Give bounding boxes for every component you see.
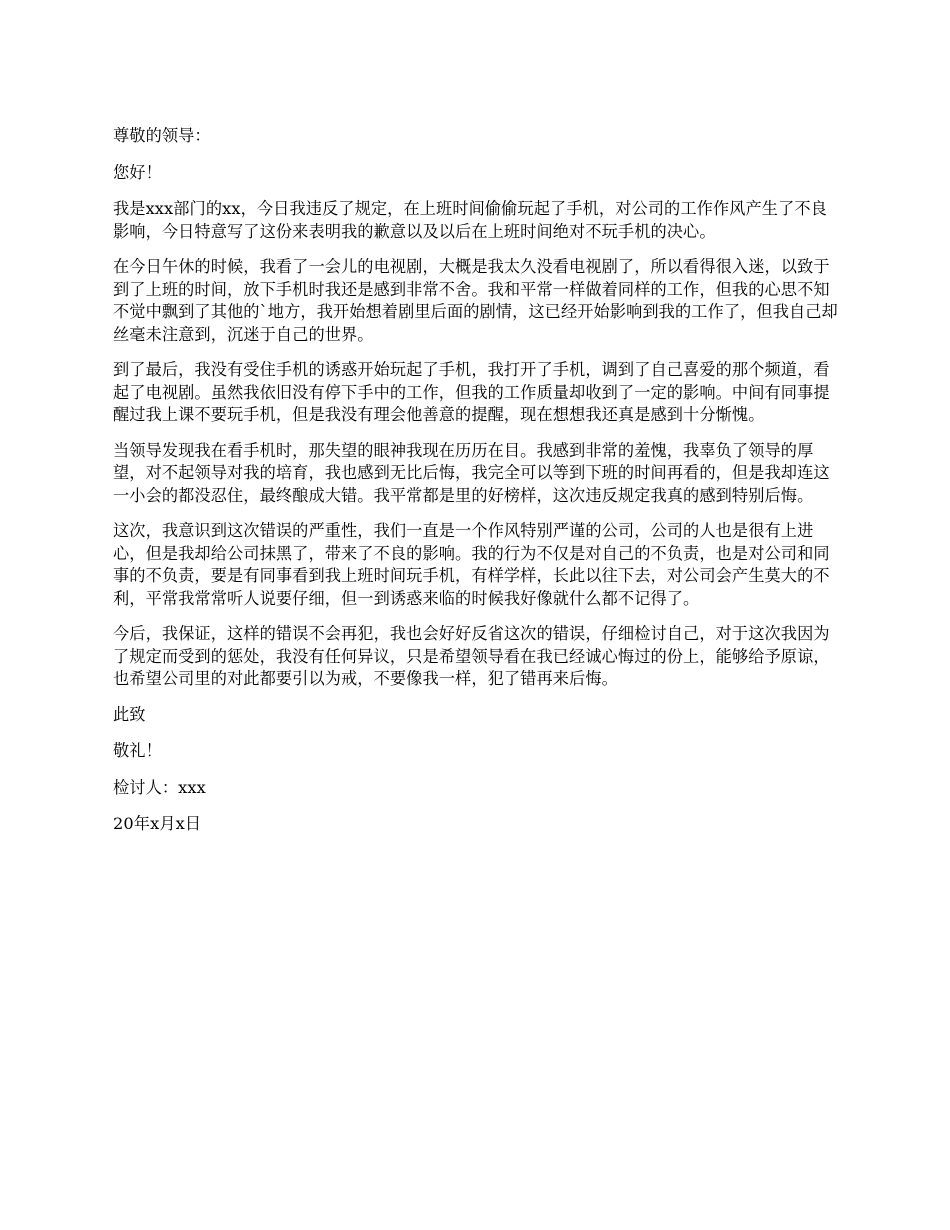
body-paragraph-1: 我是xxx部门的xx，今日我违反了规定，在上班时间偷偷玩起了手机，对公司的工作作风产生了不良影响，今日特意写了这份来表明我的歉意以及以后在上班时间绝对不玩手机的决心。 — [113, 199, 827, 241]
body-paragraph-5: 这次，我意识到这次错误的严重性，我们一直是一个作风特别严谨的公司，公司的人也是很有上进心，但是我却给公司抹黑了，带来了不良的影响。我的行为不仅是对自己的不负责，也是对公司和同事的不负责，要是有同事看到我上班时间玩手机，有样学样，长此以往下去，对公司会产生莫大的不利，平常我常常听人说要仔细，但一到诱惑来临的时候我好像就什么都不记得了。 — [113, 521, 830, 608]
letter-document — [113, 125, 840, 850]
closing-line-2: 敬礼！ — [113, 741, 162, 760]
body-paragraph-6: 今后，我保证，这样的错误不会再犯，我也会好好反省这次的错误，仔细检讨自己，对于这次我因为了规定而受到的惩处，我没有任何异议，只是希望领导看在我已经诚心悔过的份上，能够给予原谅，也希望公司里的对此都要引以为戒，不要像我一样，犯了错再来后悔。 — [113, 624, 830, 688]
salutation: 尊敬的领导： — [113, 126, 211, 145]
body-paragraph-4: 当领导发现我在看手机时，那失望的眼神我现在历历在目。我感到非常的羞愧，我辜负了领导的厚望，对不起领导对我的培育，我也感到无比后悔，我完全可以等到下班的时间再看的，但是我却连这一小会的都没忍住，最终酿成大错。我平常都是里的好榜样，这次违反规定我真的感到特别后悔。 — [113, 440, 830, 505]
body-paragraph-2: 在今日午休的时候，我看了一会儿的电视剧，大概是我太久没看电视剧了，所以看得很入迷，以致于到了上班的时间，放下手机时我还是感到非常不舍。我和平常一样做着同样的工作，但我的心思不知不觉中飘到了其他的`地方，我开始想着剧里后面的剧情，这已经开始影响到我的工作了，但我自己却丝毫未注意到，沉迷于自己的世界。 — [113, 257, 838, 344]
greeting: 您好！ — [113, 162, 162, 182]
body-paragraph-3: 到了最后，我没有受住手机的诱惑开始玩起了手机，我打开了手机，调到了自己喜爱的那个频道，看起了电视剧。虽然我依旧没有停下手中的工作，但我的工作质量却收到了一定的影响。中间有同事提醒过我上课不要玩手机，但是我没有理会他善意的提醒，现在想想我还真是感到十分惭愧。 — [113, 360, 830, 424]
date: 20年x月x日 — [113, 814, 202, 833]
closing-line-1: 此致 — [113, 704, 146, 724]
signature: 检讨人：xxx — [113, 777, 206, 797]
